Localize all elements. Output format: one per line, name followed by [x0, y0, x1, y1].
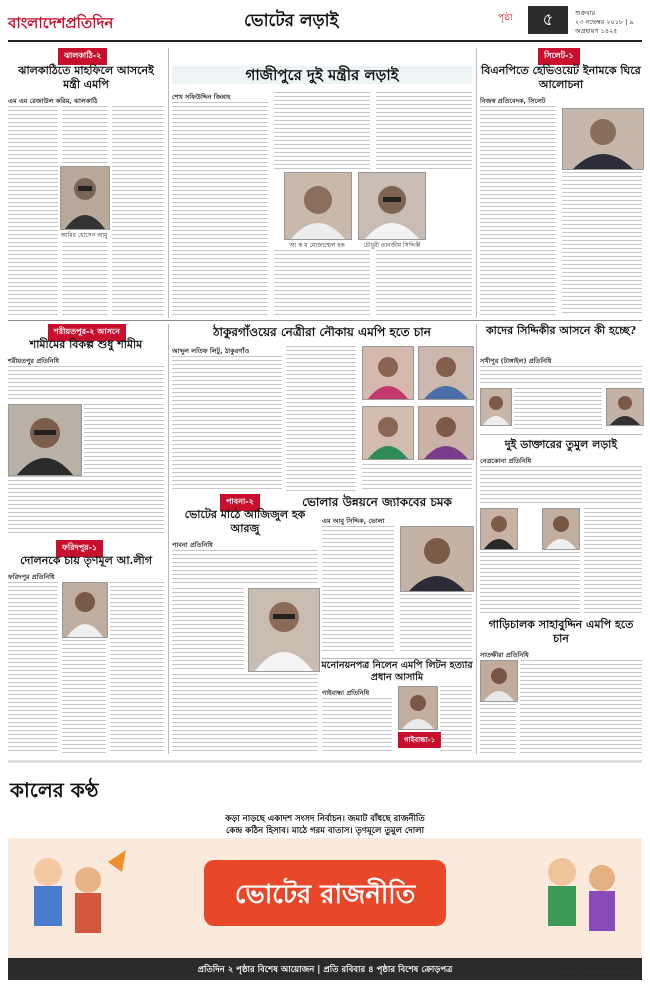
dateline: [575, 9, 647, 36]
story-headline[interactable]: গাড়িচালক সাহাবুদ্দিন এমপি হতে চান: [488, 618, 634, 645]
portrait-photo: [480, 660, 518, 702]
portrait-photo: [60, 166, 110, 230]
portrait-photo: [362, 346, 414, 400]
story-headline[interactable]: ঝালকাঠিতে মাহফিলে আসনেই মন্ত্রী এমপি: [18, 64, 154, 91]
ad-footer: প্রতিদিন ২ পৃষ্ঠার বিশেষ আয়োজন | প্রতি রবিবার ৪ পৃষ্ঠার বিশেষ ক্রোড়পত্র: [197, 965, 453, 975]
story-headline[interactable]: দোলনকে চায় তৃণমূল আ.লীগ: [20, 554, 152, 567]
body-text: [514, 388, 602, 432]
body-text: [172, 674, 318, 754]
story-byline: শেখ সফিউদ্দিন জিন্নাহ: [172, 93, 231, 101]
date-text: ২৩ নভেম্বর ২০১৮ | ৯ অগ্রহায়ণ ১৪২৫: [575, 18, 634, 35]
column-divider: [476, 48, 477, 318]
cartoon-crowd-icon: [18, 842, 128, 952]
body-text: [62, 242, 108, 316]
body-text: [376, 92, 472, 172]
portrait-photo: [62, 582, 108, 638]
portrait-photo: [358, 172, 426, 240]
story-faridpur: [8, 540, 164, 754]
page-section-title: ভোটের লড়াই: [244, 11, 339, 31]
portrait-photo: [8, 404, 82, 476]
body-text: [584, 508, 642, 614]
cartoon-figures-right: [522, 842, 632, 952]
story-label: শরীয়তপুর-২ আসনে: [48, 324, 126, 341]
story-byline: গাইবান্ধা প্রতিনিধি: [322, 689, 370, 697]
story-byline: সাতক্ষীরা প্রতিনিধি: [480, 651, 529, 659]
body-text: [172, 102, 268, 318]
weekday: শুক্রবার: [575, 9, 596, 17]
photo-caption-right: চৌধুরী তানজীম সিদ্দিকী: [363, 242, 421, 249]
portrait-silhouette-icon: [419, 347, 473, 399]
portrait-silhouette-icon: [285, 173, 351, 239]
body-text: [480, 704, 516, 754]
photo-caption: আমির হোসেন আমু: [60, 232, 108, 239]
story-byline: পাবনা প্রতিনিধি: [172, 541, 213, 549]
body-text: [480, 106, 556, 316]
body-text: [362, 464, 472, 492]
body-text: [62, 640, 106, 754]
body-text: [274, 250, 370, 318]
ad-line-1: কড়া নাড়ছে একাদশ সংসদ নির্বাচন। জমাট বাঁধছে রাজনীতি: [225, 814, 425, 824]
body-text: [286, 346, 356, 492]
story-byline: নিজস্ব প্রতিবেদক, সিলেট: [480, 97, 546, 105]
portrait-photo: [418, 346, 474, 400]
story-bhola: [302, 494, 472, 654]
story-manonayan: [322, 660, 472, 754]
story-byline: নেত্রকোনা প্রতিনিধি: [480, 457, 532, 465]
body-text: [322, 698, 392, 754]
story-gazipur: [172, 66, 472, 318]
portrait-photo: [400, 526, 474, 592]
body-text: [274, 92, 370, 172]
section-divider: [322, 658, 472, 659]
portrait-photo: [480, 388, 512, 426]
section-divider: [8, 320, 642, 321]
story-sylhet: [480, 48, 642, 318]
body-text: [480, 466, 642, 504]
portrait-silhouette-icon: [363, 347, 413, 399]
story-headline[interactable]: দুই ডাক্তারের তুমুল লড়াই: [504, 438, 618, 451]
cartoon-crowd-icon: [522, 842, 632, 952]
body-text: [520, 660, 642, 754]
body-text: [322, 526, 394, 654]
section-divider: [8, 760, 642, 763]
portrait-silhouette-icon: [249, 589, 319, 671]
body-text: [8, 366, 164, 402]
column-divider: [168, 48, 169, 318]
story-byline: এম এম রেজাউল করিম, ঝালকাঠি: [8, 97, 98, 105]
portrait-photo: [248, 588, 320, 672]
portrait-photo: [418, 406, 474, 460]
story-sahabuddin: [480, 618, 642, 754]
story-shariatpur: [8, 324, 164, 534]
portrait-photo: [562, 108, 644, 170]
portrait-silhouette-icon: [359, 173, 425, 239]
story-byline: এম আবু সিদ্দিক, ভোলা: [322, 517, 385, 525]
story-label: সিলেট-১: [538, 48, 580, 65]
story-byline: ফরিদপুর প্রতিনিধি: [8, 573, 55, 581]
portrait-silhouette-icon: [419, 407, 473, 459]
cartoon-figures-left: [18, 842, 128, 952]
body-text: [480, 552, 580, 614]
portrait-silhouette-icon: [363, 407, 413, 459]
column-divider: [476, 324, 477, 754]
ad-title-banner: [204, 860, 446, 926]
brand-logo: বাংলাদেশপ্রতিদিন: [8, 14, 114, 32]
portrait-photo: [362, 406, 414, 460]
ad-footer-bar: [8, 958, 642, 980]
column-divider: [168, 324, 169, 754]
portrait-silhouette-icon: [481, 389, 511, 425]
body-text: [480, 366, 642, 386]
portrait-silhouette-icon: [481, 509, 517, 549]
page-number-box: [528, 6, 568, 34]
body-text: [400, 594, 472, 654]
advertisement[interactable]: [8, 810, 642, 980]
story-headline[interactable]: বিএনপিতে হেভিওয়েট ইনামকে ঘিরে আলোচনা: [481, 64, 641, 91]
story-headline[interactable]: ভোটের মাঠে আজিজুল হক আরজু: [184, 508, 306, 535]
kaler-kantho-logo-block: [8, 766, 148, 810]
portrait-silhouette-icon: [61, 167, 109, 229]
body-text: [8, 476, 164, 534]
story-label: ফরিদপুর-১: [56, 540, 103, 557]
story-headline[interactable]: শামীমের বিকল্প শুধু শামীম: [29, 338, 143, 351]
story-kader: [480, 324, 642, 432]
story-jhalakathi: [8, 48, 164, 316]
ad-title: ভোটের রাজনীতি: [234, 880, 416, 910]
masthead-rule: [8, 40, 642, 42]
body-text: [172, 550, 318, 586]
story-doctors: [480, 438, 642, 614]
portrait-silhouette-icon: [607, 389, 643, 425]
body-text: [62, 106, 108, 164]
story-thakurgaon: [172, 324, 472, 492]
story-byline: আব্দুল লতিফ লিটু, ঠাকুরগাঁও: [172, 347, 250, 355]
masthead: [0, 0, 650, 52]
story-headline[interactable]: মনোনয়নপত্র নিলেন এমপি লিটন হত্যার প্রধান আসামি: [321, 660, 473, 683]
kaler-kantho-logo: কালের কণ্ঠ: [10, 778, 99, 802]
story-headline[interactable]: ঠাকুরগাঁওয়ের নেত্রীরা নৌকায় এমপি হতে চান: [213, 325, 431, 339]
website-link[interactable]: www.kalerkantho.com: [560, 968, 638, 976]
portrait-photo: [284, 172, 352, 240]
portrait-photo: [542, 508, 580, 550]
body-text: [172, 356, 282, 492]
ad-line-2: কেন্দ্র কঠিন হিসাব। মাঠে গরম বাতাস। তৃণমূলে তুমুল দোলা: [225, 826, 425, 836]
body-text: [112, 106, 164, 316]
body-text: [84, 404, 164, 474]
body-text: [376, 250, 472, 318]
section-divider: [480, 434, 642, 435]
portrait-silhouette-icon: [543, 509, 579, 549]
body-text: [8, 582, 58, 754]
portrait-silhouette-icon: [563, 109, 643, 169]
portrait-photo: [606, 388, 644, 426]
portrait-silhouette-icon: [63, 583, 107, 637]
ad-header: [8, 810, 642, 838]
story-label: পাবনা-২: [220, 494, 260, 511]
story-label: ঝালকাঠি-২: [58, 48, 107, 65]
story-headline[interactable]: কাদের সিদ্দিকীর আসনে কী হচ্ছে?: [485, 324, 637, 337]
story-pabna: [172, 494, 318, 754]
body-text: [172, 588, 244, 670]
portrait-silhouette-icon: [9, 405, 81, 475]
page-number: ৫: [542, 10, 554, 30]
page-label: পৃষ্ঠা: [498, 13, 513, 23]
story-byline: শরীয়তপুর প্রতিনিধি: [8, 357, 60, 365]
portrait-silhouette-icon: [481, 661, 517, 701]
body-text: [562, 172, 642, 316]
portrait-silhouette-icon: [399, 687, 437, 729]
photo-caption-left: আ ক ম মোজাম্মেল হক: [289, 242, 345, 249]
body-text: [110, 582, 164, 754]
body-text: [440, 686, 472, 754]
portrait-photo: [398, 686, 438, 730]
body-text: [8, 106, 58, 316]
portrait-photo: [480, 508, 518, 550]
story-headline[interactable]: গাজীপুরে দুই মন্ত্রীর লড়াই: [245, 66, 399, 84]
story-headline[interactable]: ভোলার উন্নয়নে জ্যাকবের চমক: [302, 495, 452, 509]
story-label: গাইবান্ধা-১: [398, 732, 441, 748]
story-byline: সখীপুর (টাঙ্গাইল) প্রতিনিধি: [480, 357, 552, 365]
portrait-silhouette-icon: [401, 527, 473, 591]
